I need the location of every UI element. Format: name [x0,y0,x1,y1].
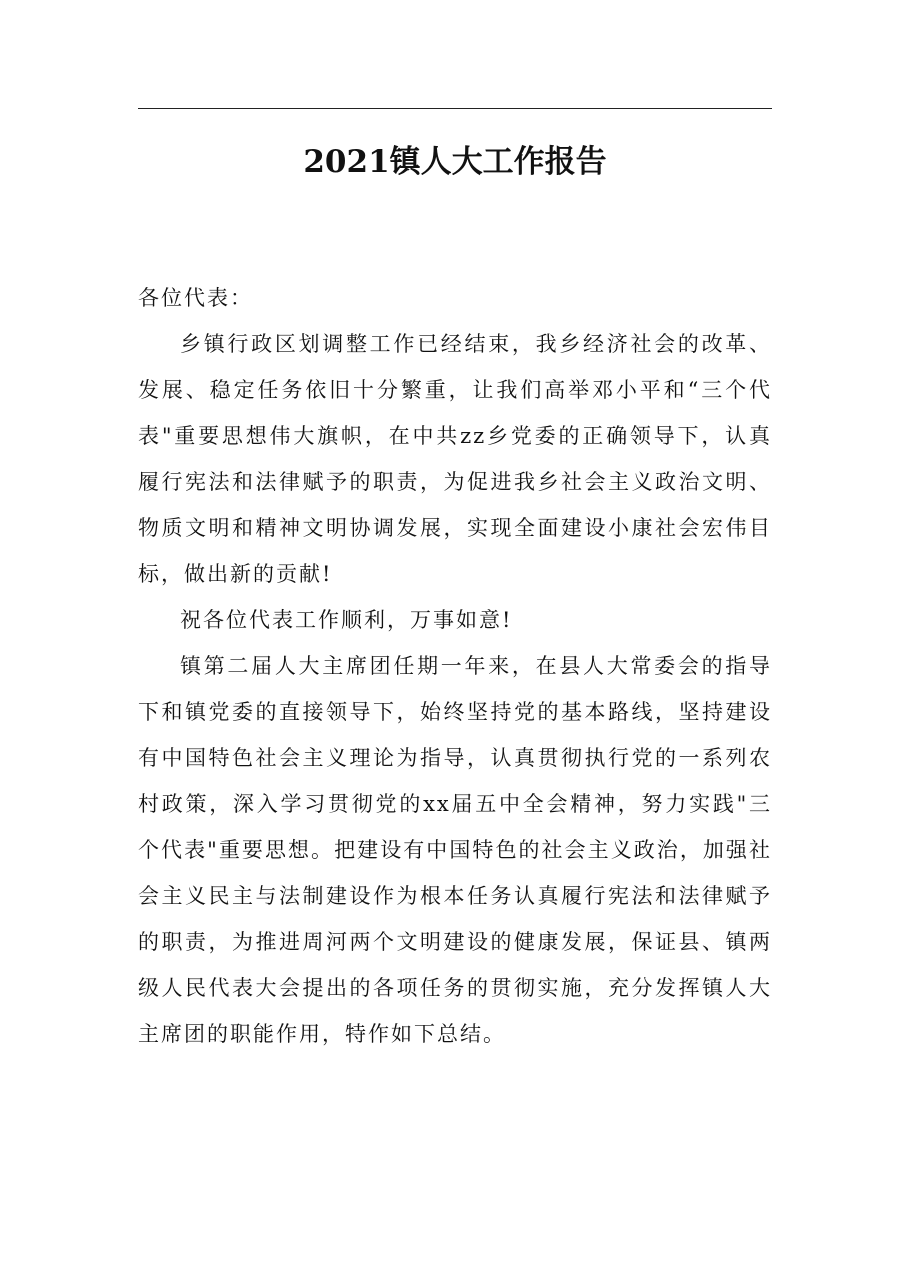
document-body [138,275,772,1057]
paragraph-opening: 乡镇行政区划调整工作已经结束，我乡经济社会的改革、发展、稳定任务依旧十分繁重，让我们高举邓小平和“三个代表"重要思想伟大旗帜，在中共zz乡党委的正确领导下，认真履行宪法和法律赋予的职责，为促进我乡社会主义政治文明、物质文明和精神文明协调发展，实现全面建设小康社会宏伟目标，做出新的贡献! [138,332,772,586]
salutation: 各位代表： [138,286,253,310]
header-rule [138,108,772,109]
document-title: 2021镇人大工作报告 [303,144,607,180]
paragraph-wishes: 祝各位代表工作顺利，万事如意! [180,608,513,632]
paragraph-summary: 镇第二届人大主席团任期一年来，在县人大常委会的指导下和镇党委的直接领导下，始终坚持党的基本路线，坚持建设有中国特色社会主义理论为指导，认真贯彻执行党的一系列农村政策，深入学习贯彻党的xx届五中全会精神，努力实践"三个代表"重要思想。把建设有中国特色的社会主义政治，加强社会主义民主与法制建设作为根本任务认真履行宪法和法律赋予的职责，为推进周河两个文明建设的健康发展，保证县、镇两级人民代表大会提出的各项任务的贯彻实施，充分发挥镇人大主席团的职能作用，特作如下总结。 [138,654,772,1046]
